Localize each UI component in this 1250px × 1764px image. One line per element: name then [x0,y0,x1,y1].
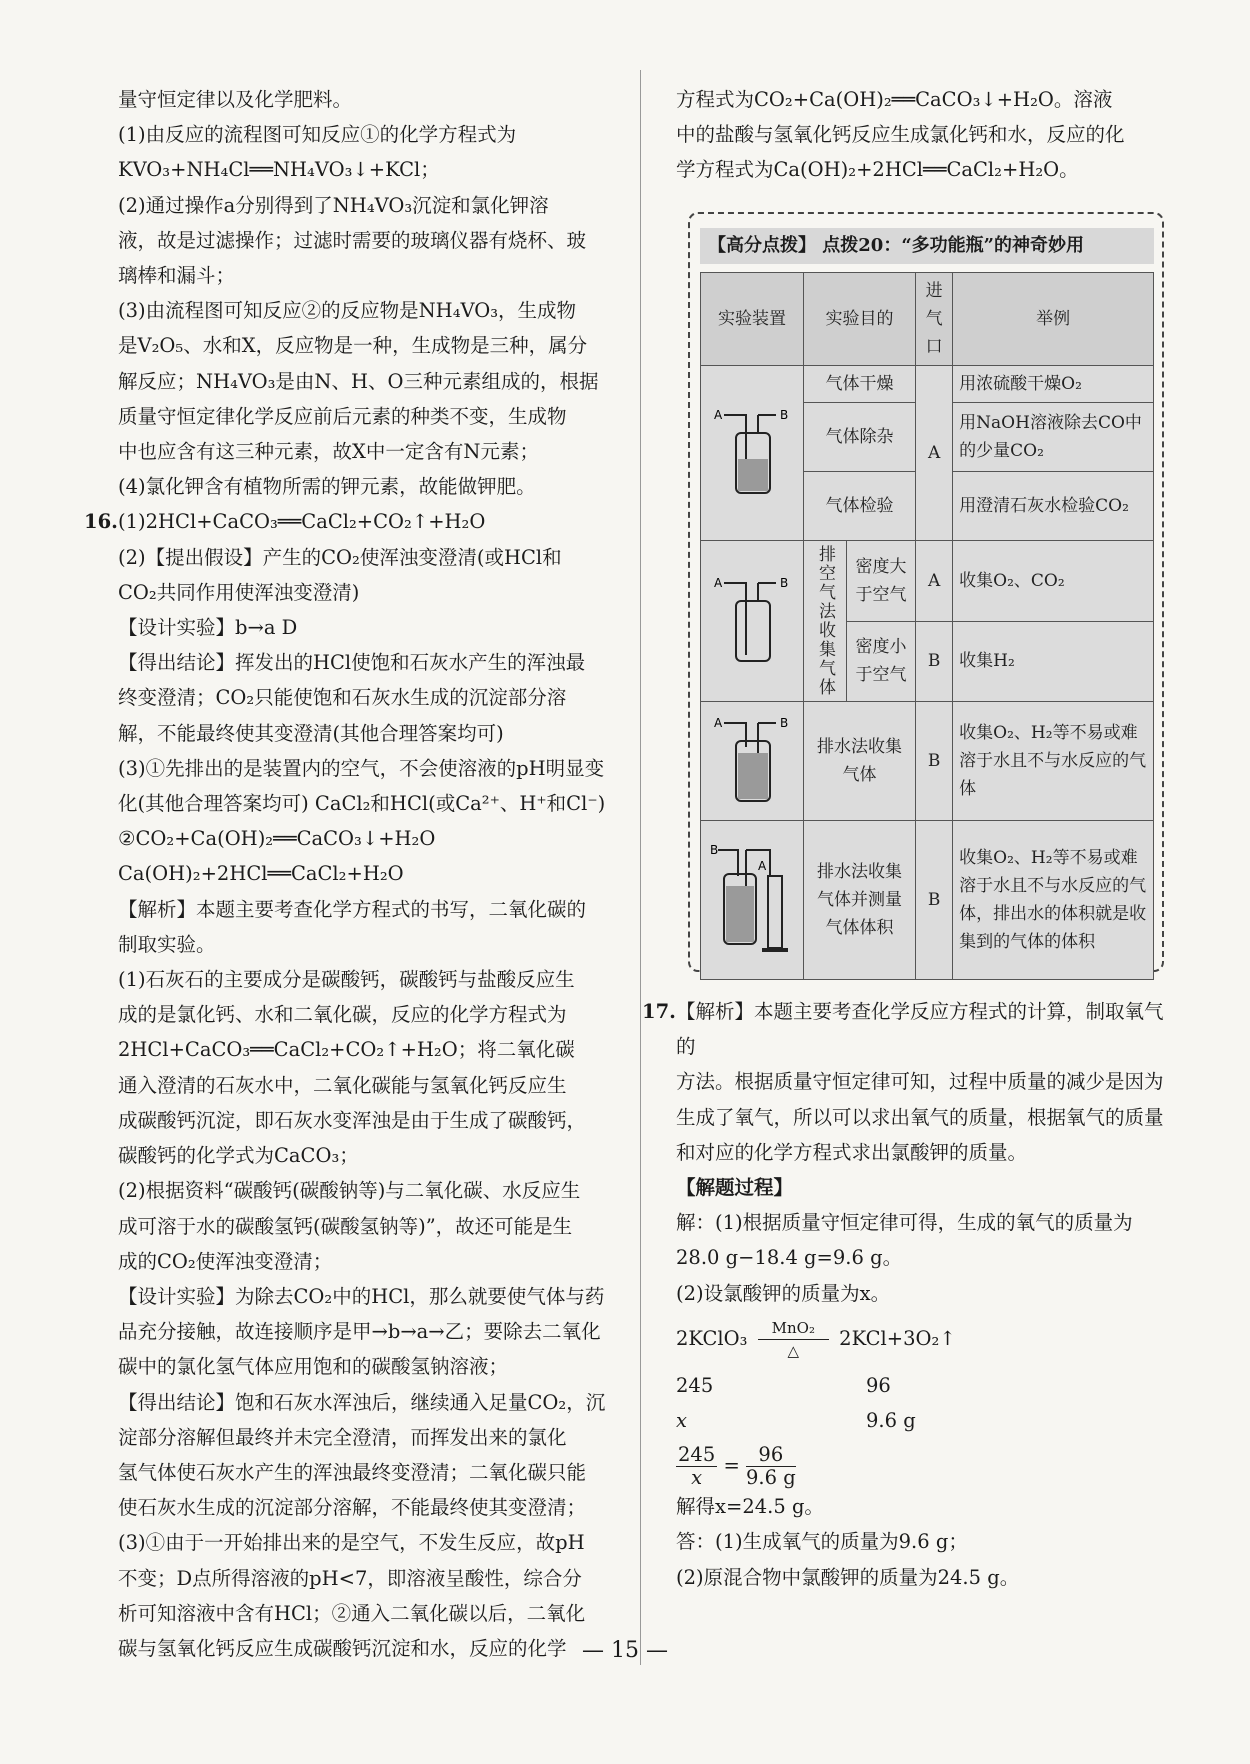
fraction [746,1444,796,1489]
tip-table [700,272,1154,980]
text-line: 【解析】本题主要考查化学方程式的书写，二氧化碳的 [118,897,587,921]
text-line: 成可溶于水的碳酸氢钙(碳酸氢钠等)”，故还可能是生 [118,1214,573,1238]
tip-title: 【高分点拨】 点拨20：“多功能瓶”的神奇妙用 [700,228,1154,264]
mass-ratio-row [676,1403,1176,1438]
label-a: A [758,858,767,873]
text-line: 成的CO₂使浑浊变澄清； [118,1249,333,1273]
table-row [701,702,1154,821]
label-a: A [714,407,723,422]
mass-value: 96 [866,1373,891,1397]
purpose-sub-cell: 密度小于空气 [847,621,916,702]
denominator: x [691,1466,703,1490]
text-line: 生成了氧气，所以可以求出氧气的质量，根据氧气的质量 [676,1105,1164,1129]
text-line: (2)根据资料“碳酸钙(碳酸钠等)与二氧化碳、水反应生 [118,1179,581,1203]
purpose-cell: 排水法收集气体 [804,702,916,821]
text-line: 使石灰水生成的沉淀部分溶解，不能最终使其变澄清； [118,1496,587,1520]
label-b: B [780,715,789,730]
purpose-main: 排空气法收集气体 [815,545,835,697]
text-line: 2HCl+CaCO₃══CaCl₂+CO₂↑+H₂O；将二氧化碳 [118,1038,575,1062]
text-line: 是V₂O₅、水和X，反应物是一种，生成物是三种，属分 [118,334,588,358]
text-line: 通入澄清的石灰水中，二氧化碳能与氢氧化钙反应生 [118,1073,567,1097]
text-line: 【得出结论】挥发出的HCl使饱和石灰水产生的浑浊最 [118,651,586,675]
text-line: 和对应的化学方程式求出氯酸钾的质量。 [676,1140,1028,1164]
text-line: 解：(1)根据质量守恒定律可得，生成的氧气的质量为 [676,1211,1133,1235]
text-line: 析可知溶液中含有HCl；②通入二氧化碳以后，二氧化 [118,1601,586,1625]
text-line: 液，故是过滤操作；过滤时需要的玻璃仪器有烧杯、玻 [118,228,587,252]
table-row [701,366,1154,403]
text-line: 【得出结论】饱和石灰水浑浊后，继续通入足量CO₂，沉 [118,1390,606,1414]
text-line: (4)氯化钾含有植物所需的钾元素，故能做钾肥。 [118,475,536,499]
text-line: 化(其他合理答案均可) CaCl₂和HCl(或Ca²⁺、H⁺和Cl⁻) [118,792,606,816]
table-header-row [701,273,1154,366]
text-line: 终变澄清；CO₂只能使饱和石灰水生成的沉淀部分溶 [118,686,567,710]
heat: △ [787,1341,800,1360]
label-a: A [714,715,723,730]
text-line: 不变；D点所得溶液的pH<7，即溶液呈酸性，综合分 [118,1566,582,1590]
text-line: (1)2HCl+CaCO₃══CaCl₂+CO₂↑+H₂O [118,510,486,534]
inlet-cell: B [916,821,953,980]
text-line: 碳酸钙的化学式为CaCO₃； [118,1144,359,1168]
text-line: 28.0 g−18.4 g=9.6 g。 [676,1246,903,1270]
apparatus-cell [701,821,804,980]
label-b: B [780,575,789,590]
table-header: 进气口 [916,273,953,366]
column-divider [640,70,641,1665]
text-line: (2)原混合物中氯酸钾的质量为24.5 g。 [676,1565,1020,1589]
text-line: 成碳酸钙沉淀，即石灰水变浑浊是由于生成了碳酸钙， [118,1108,587,1132]
mass-value: 245 [676,1373,714,1397]
text-line: 质量守恒定律化学反应前后元素的种类不变，生成物 [118,404,567,428]
text-line: (2)通过操作a分别得到了NH₄VO₃沉淀和氯化钾溶 [118,193,549,217]
text-line: KVO₃+NH₄Cl══NH₄VO₃↓+KCl； [118,158,440,182]
text-line: 解反应；NH₄VO₃是由N、H、O三种元素组成的，根据 [118,369,599,393]
purpose-cell: 气体除杂 [804,403,916,472]
purpose-cell: 气体干燥 [804,366,916,403]
text-line: (3)由流程图可知反应②的反应物是NH₄VO₃，生成物 [118,299,577,323]
text-line: 【设计实验】b→a D [118,616,298,640]
page-number: — 15 — [582,1638,668,1663]
text-line: 方法。根据质量守恒定律可知，过程中质量的减少是因为 [676,1070,1164,1094]
text-line: 解，不能最终使其变澄清(其他合理答案均可) [118,721,504,745]
text-line: 碳中的氯化氢气体应用饱和的碳酸氢钠溶液； [118,1355,509,1379]
question-number: 16. [84,510,118,534]
table-row [701,821,1154,980]
inlet-cell: A [916,366,953,541]
label-b: B [710,842,719,857]
purpose-cell: 排水法收集气体并测量气体体积 [804,821,916,980]
apparatus-cell [701,541,804,702]
catalyst: MnO₂ [758,1317,829,1340]
example-cell: 收集O₂、H₂等不易或难溶于水且不与水反应的气体，排出水的体积就是收集到的气体的体积 [953,821,1154,980]
inlet-cell: B [916,621,953,702]
gas-bottle-icon [712,567,792,667]
text-line: CO₂共同作用使浑浊变澄清) [118,580,360,604]
text-line: 中也应含有这三种元素，故X中一定含有N元素； [118,440,539,464]
reaction-condition [758,1317,829,1362]
tip-box [688,212,1164,972]
text-line: 【设计实验】为除去CO₂中的HCl，那么就要使气体与药 [118,1284,605,1308]
numerator: 245 [678,1443,716,1467]
text-line: 氢气体使石灰水产生的浑浊最终变澄清；二氧化碳只能 [118,1460,587,1484]
example-cell: 收集O₂、CO₂ [953,541,1154,622]
measuring-bottle-icon [710,836,794,956]
text-line: 【解题过程】 [676,1176,794,1200]
text-line: 解得x=24.5 g。 [676,1495,824,1519]
inlet-cell: A [916,541,953,622]
example-cell: 用澄清石灰水检验CO₂ [953,472,1154,541]
text-line: 成的是氯化钙、水和二氧化碳，反应的化学方程式为 [118,1003,567,1027]
left-column [84,82,618,1666]
text-line: (2)设氯酸钾的质量为x。 [676,1281,891,1305]
table-header: 举例 [953,273,1154,366]
text-line: ②CO₂+Ca(OH)₂══CaCO₃↓+H₂O [118,827,436,851]
purpose-cell: 气体检验 [804,472,916,541]
text-line: Ca(OH)₂+2HCl══CaCl₂+H₂O [118,862,404,886]
gas-bottle-icon [712,399,792,499]
denominator: 9.6 g [745,1466,796,1490]
numerator: 96 [746,1444,796,1467]
eq-products: 2KCl+3O₂↑ [839,1326,956,1350]
chemical-equation [676,1317,1176,1362]
gas-bottle-icon [712,707,792,807]
apparatus-cell [701,702,804,821]
mass-value: x [676,1409,687,1433]
label-a: A [714,575,723,590]
text-line: 答：(1)生成氧气的质量为9.6 g； [676,1530,968,1554]
mass-value: 9.6 g [866,1409,916,1433]
question-number: 17. [642,1000,676,1023]
text-line: 淀部分溶解但最终并未完全澄清，而挥发出来的氯化 [118,1425,567,1449]
example-cell: 收集O₂、H₂等不易或难溶于水且不与水反应的气体 [953,702,1154,821]
text-line: (2)【提出假设】产生的CO₂使浑浊变澄清(或HCl和 [118,545,562,569]
text-line: 【解析】本题主要考查化学反应方程式的计算，制取氧气的 [676,1000,1164,1059]
text-line: (1)由反应的流程图可知反应①的化学方程式为 [118,123,517,147]
text-line: (3)①先排出的是装置内的空气，不会使溶液的pH明显变 [118,756,605,780]
text-line: (1)石灰石的主要成分是碳酸钙，碳酸钙与盐酸反应生 [118,968,575,992]
text-line: 量守恒定律以及化学肥料。 [118,88,353,111]
text-line: (3)①由于一开始排出来的是空气，不发生反应，故pH [118,1531,585,1555]
text-line: 制取实验。 [118,932,216,956]
text-line: 中的盐酸与氢氧化钙反应生成氯化钙和水，反应的化 [676,123,1125,147]
table-row [701,541,1154,622]
label-b: B [780,407,789,422]
text-line: 品充分接触，故连接顺序是甲→b→a→乙；要除去二氧化 [118,1320,601,1344]
text-line: 碳与氢氧化钙反应生成碳酸钙沉淀和水，反应的化学 [118,1636,567,1660]
question-17 [642,994,1176,1595]
question-16 [84,504,618,539]
inlet-cell: B [916,702,953,821]
example-cell: 用浓硫酸干燥O₂ [953,366,1154,403]
proportion: $\frac{245}{x}$ = $\frac{96}{9.6 g}$ [678,1443,796,1490]
table-header: 实验目的 [804,273,916,366]
text-line: 璃棒和漏斗； [118,264,236,288]
text-line: 学方程式为Ca(OH)₂+2HCl══CaCl₂+H₂O。 [676,158,1079,182]
example-cell: 收集H₂ [953,621,1154,702]
purpose-main-cell [804,541,847,702]
fraction [676,1444,717,1489]
mass-ratio-row [676,1368,1176,1403]
example-cell: 用NaOH溶液除去CO中的少量CO₂ [953,403,1154,472]
table-header: 实验装置 [701,273,804,366]
right-column [676,82,1176,188]
eq-reactant: 2KClO₃ [676,1326,748,1350]
text-line: 方程式为CO₂+Ca(OH)₂══CaCO₃↓+H₂O。溶液 [676,88,1113,111]
purpose-sub-cell: 密度大于空气 [847,541,916,622]
apparatus-cell [701,366,804,541]
